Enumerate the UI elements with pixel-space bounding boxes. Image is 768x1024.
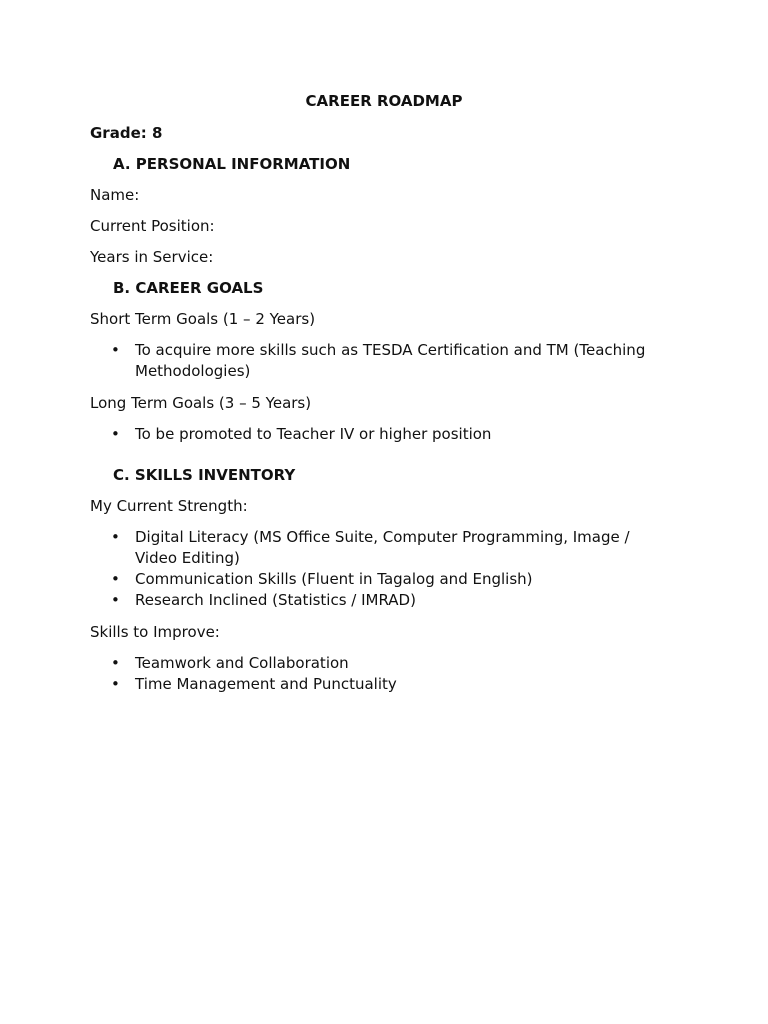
long-term-goals-label: Long Term Goals (3 – 5 Years) xyxy=(90,394,312,412)
grade-label: Grade: 8 xyxy=(90,124,163,142)
improve-item-text: Time Management and Punctuality xyxy=(135,675,397,693)
current-strength-label: My Current Strength: xyxy=(90,497,248,515)
bullet-icon: • xyxy=(111,654,120,672)
short-term-goals-label: Short Term Goals (1 – 2 Years) xyxy=(90,310,316,328)
name-field-label: Name: xyxy=(90,186,140,204)
current-position-field-label: Current Position: xyxy=(90,217,215,235)
years-in-service-field-label: Years in Service: xyxy=(90,248,214,266)
skills-to-improve-label: Skills to Improve: xyxy=(90,623,220,641)
bullet-icon: • xyxy=(111,570,120,588)
section-heading-career-goals: B. CAREER GOALS xyxy=(113,279,264,297)
improve-item-text: Teamwork and Collaboration xyxy=(135,654,349,672)
bullet-icon: • xyxy=(111,528,120,546)
bullet-icon: • xyxy=(111,425,120,443)
strength-item-text: Communication Skills (Fluent in Tagalog and English) xyxy=(135,570,533,588)
short-term-goal-text: To acquire more skills such as TESDA Certification and TM (Teaching Methodologies) xyxy=(135,341,646,380)
bullet-icon: • xyxy=(111,675,120,693)
bullet-icon: • xyxy=(111,341,120,359)
section-heading-personal-information: A. PERSONAL INFORMATION xyxy=(113,155,351,173)
bullet-icon: • xyxy=(111,591,120,609)
section-heading-skills-inventory: C. SKILLS INVENTORY xyxy=(113,466,296,484)
strength-item-text: Research Inclined (Statistics / IMRAD) xyxy=(135,591,416,609)
long-term-goal-text: To be promoted to Teacher IV or higher position xyxy=(135,425,492,443)
page-title: CAREER ROADMAP xyxy=(305,92,463,110)
strength-item-text: Digital Literacy (MS Office Suite, Computer Programming, Image / Video Editing) xyxy=(135,528,630,567)
